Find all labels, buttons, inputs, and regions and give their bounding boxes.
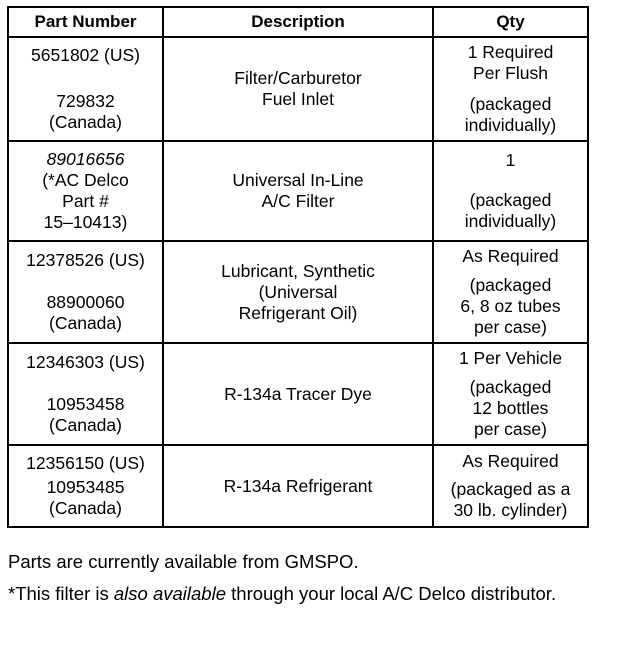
- description-line: Refrigerant Oil): [238, 302, 358, 323]
- qty-line: 1 Required: [467, 42, 554, 62]
- qty-line: individually): [464, 115, 557, 135]
- qty-line: individually): [464, 211, 557, 231]
- qty-line: per case): [474, 419, 547, 439]
- qty-line: (packaged: [469, 377, 552, 397]
- part-number-canada: 10953485: [46, 477, 125, 497]
- part-number-us: 12378526 (US): [26, 250, 145, 270]
- qty-cell: [433, 37, 588, 141]
- notes-section: [8, 550, 623, 614]
- description-line: (Universal: [258, 281, 338, 302]
- description-line: R-134a Refrigerant: [223, 475, 373, 496]
- part-number-cell: [8, 445, 163, 527]
- description-line: Fuel Inlet: [262, 89, 334, 109]
- part-number-cell: [8, 343, 163, 445]
- qty-line: (packaged: [469, 94, 552, 114]
- qty-line: 6, 8 oz tubes: [460, 296, 561, 316]
- table-row: [8, 445, 588, 527]
- header-qty: Qty: [433, 7, 588, 37]
- part-number-cell: [8, 241, 163, 343]
- part-number-us: 5651802 (US): [31, 45, 140, 65]
- header-description: Description: [163, 7, 433, 37]
- footnote: [8, 582, 623, 605]
- description-line: Universal In-Line: [232, 170, 364, 190]
- header-part-number: Part Number: [8, 7, 163, 37]
- part-number-us: 12346303 (US): [26, 352, 145, 372]
- part-number-note: (Canada): [49, 313, 122, 333]
- qty-line: 30 lb. cylinder): [453, 500, 568, 520]
- description-line: A/C Filter: [261, 191, 335, 211]
- qty-line: Per Flush: [473, 63, 548, 83]
- availability-note: Parts are currently available from GMSPO.: [8, 551, 359, 572]
- qty-line: As Required: [462, 451, 559, 471]
- description-line: Filter/Carburetor: [234, 68, 362, 88]
- part-number-note: (Canada): [49, 415, 122, 435]
- qty-line: As Required: [462, 246, 559, 266]
- qty-line: (packaged: [469, 190, 552, 210]
- table-header-row: [8, 7, 588, 37]
- qty-cell: [433, 241, 588, 343]
- footnote-start: *This filter is: [8, 583, 114, 604]
- description-cell: [163, 141, 433, 241]
- part-number-note: (*AC Delco: [42, 170, 129, 190]
- description-cell: [163, 343, 433, 445]
- part-number-canada: 10953458: [46, 394, 125, 414]
- table-row: [8, 241, 588, 343]
- part-number-us: 12356150 (US): [26, 453, 145, 473]
- part-number: 89016656: [46, 149, 125, 169]
- qty-line: 12 bottles: [472, 398, 549, 418]
- part-number-cell: [8, 37, 163, 141]
- qty-cell: [433, 141, 588, 241]
- qty-cell: [433, 445, 588, 527]
- footnote-end: through your local A/C Delco distributor.: [226, 583, 557, 604]
- table-row: [8, 37, 588, 141]
- parts-table: [7, 6, 589, 528]
- footnote-emphasis: also available: [113, 583, 226, 604]
- qty-line: 1: [505, 150, 516, 170]
- description-cell: [163, 445, 433, 527]
- table-row: [8, 343, 588, 445]
- part-number-canada: 729832: [56, 91, 115, 111]
- description-line: R-134a Tracer Dye: [224, 383, 372, 404]
- description-cell: [163, 37, 433, 141]
- table-row: [8, 141, 588, 241]
- qty-line: per case): [474, 317, 547, 337]
- part-number-cell: [8, 141, 163, 241]
- description-line: Lubricant, Synthetic: [221, 260, 375, 281]
- description-cell: [163, 241, 433, 343]
- qty-line: (packaged: [469, 275, 552, 295]
- part-number-note: (Canada): [49, 498, 122, 518]
- part-number-note: Part #: [62, 191, 109, 211]
- part-number-note: 15–10413): [43, 212, 128, 232]
- qty-line: 1 Per Vehicle: [458, 348, 563, 368]
- part-number-canada: 88900060: [46, 292, 125, 312]
- qty-cell: [433, 343, 588, 445]
- qty-line: (packaged as a: [450, 479, 571, 499]
- part-number-note: (Canada): [49, 112, 122, 132]
